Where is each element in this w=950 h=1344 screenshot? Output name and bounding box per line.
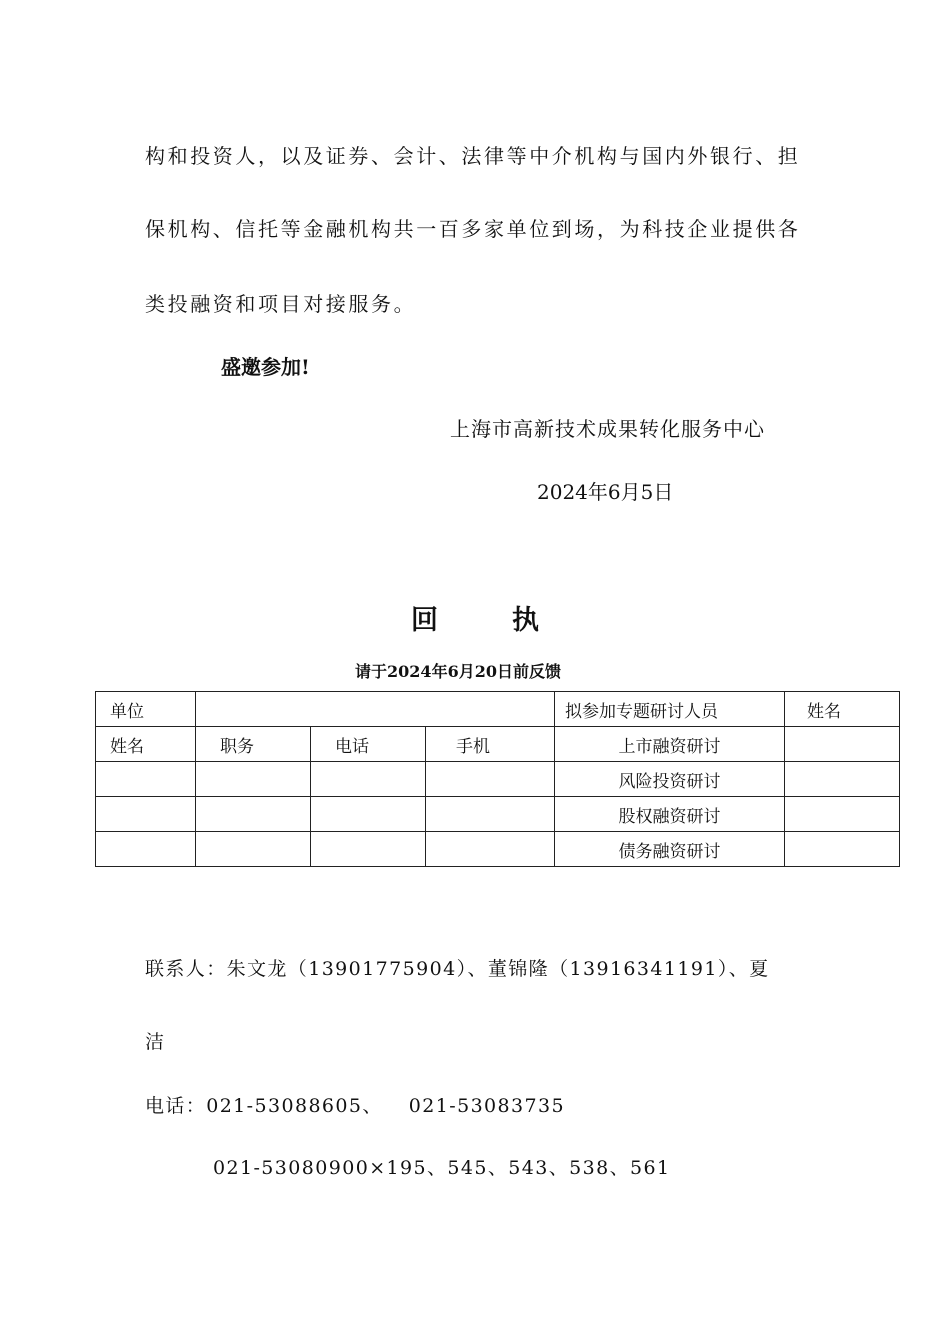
letter-date: 2024年6月5日 <box>537 480 674 504</box>
unit-input-cell[interactable] <box>196 692 555 727</box>
body-line-1: 构和投资人，以及证券、会计、法律等中介机构与国内外银行、担 <box>145 144 801 168</box>
closing-invitation: 盛邀参加! <box>221 355 310 379</box>
position-cell[interactable] <box>196 832 311 867</box>
topic-name-cell[interactable] <box>785 762 900 797</box>
table-row <box>96 692 900 727</box>
receipt-title-left: 回 <box>411 605 438 636</box>
topic-name-cell[interactable] <box>785 797 900 832</box>
receipt-deadline: 请于2024年6月20日前反馈 <box>355 662 561 681</box>
topic-name-header: 姓名 <box>785 692 900 727</box>
column-header-mobile: 手机 <box>426 727 555 762</box>
position-cell[interactable] <box>196 797 311 832</box>
phone-cell[interactable] <box>311 797 426 832</box>
mobile-cell[interactable] <box>426 762 555 797</box>
name-cell[interactable] <box>96 762 196 797</box>
mobile-cell[interactable] <box>426 832 555 867</box>
table-row <box>96 797 900 832</box>
phone-cell[interactable] <box>311 762 426 797</box>
column-header-phone: 电话 <box>311 727 426 762</box>
body-line-3: 类投融资和项目对接服务。 <box>145 292 417 316</box>
topic-name-cell[interactable] <box>785 832 900 867</box>
table-row <box>96 762 900 797</box>
table-row <box>96 727 900 762</box>
receipt-title-right: 执 <box>512 605 539 636</box>
name-cell[interactable] <box>96 797 196 832</box>
unit-label: 单位 <box>96 692 196 727</box>
contact-persons: 联系人：朱文龙（13901775904）、董锦隆（13916341191）、夏 <box>145 958 770 980</box>
phone-label: 电话： <box>145 1095 207 1117</box>
receipt-form-table <box>95 691 900 867</box>
mobile-cell[interactable] <box>426 797 555 832</box>
phone-number-2: 021-53083735 <box>408 1095 565 1117</box>
name-cell[interactable] <box>96 832 196 867</box>
column-header-name: 姓名 <box>96 727 196 762</box>
phone-number-3: 021-53080900×195、545、543、538、561 <box>213 1157 671 1179</box>
topic-debt: 债务融资研讨 <box>555 832 785 867</box>
column-header-position: 职务 <box>196 727 311 762</box>
table-row <box>96 832 900 867</box>
phone-cell[interactable] <box>311 832 426 867</box>
body-line-2: 保机构、信托等金融机构共一百多家单位到场，为科技企业提供各 <box>145 217 801 241</box>
topic-equity: 股权融资研讨 <box>555 797 785 832</box>
phone-number-1: 021-53088605、 <box>206 1095 383 1117</box>
organizer-signature: 上海市高新技术成果转化服务中心 <box>450 417 765 441</box>
topic-header: 拟参加专题研讨人员 <box>555 692 785 727</box>
contact-persons-cont: 洁 <box>145 1031 166 1053</box>
receipt-title <box>0 598 950 637</box>
topic-name-cell[interactable] <box>785 727 900 762</box>
contact-phone-line <box>145 1091 565 1118</box>
topic-venture: 风险投资研讨 <box>555 762 785 797</box>
topic-listing: 上市融资研讨 <box>555 727 785 762</box>
position-cell[interactable] <box>196 762 311 797</box>
